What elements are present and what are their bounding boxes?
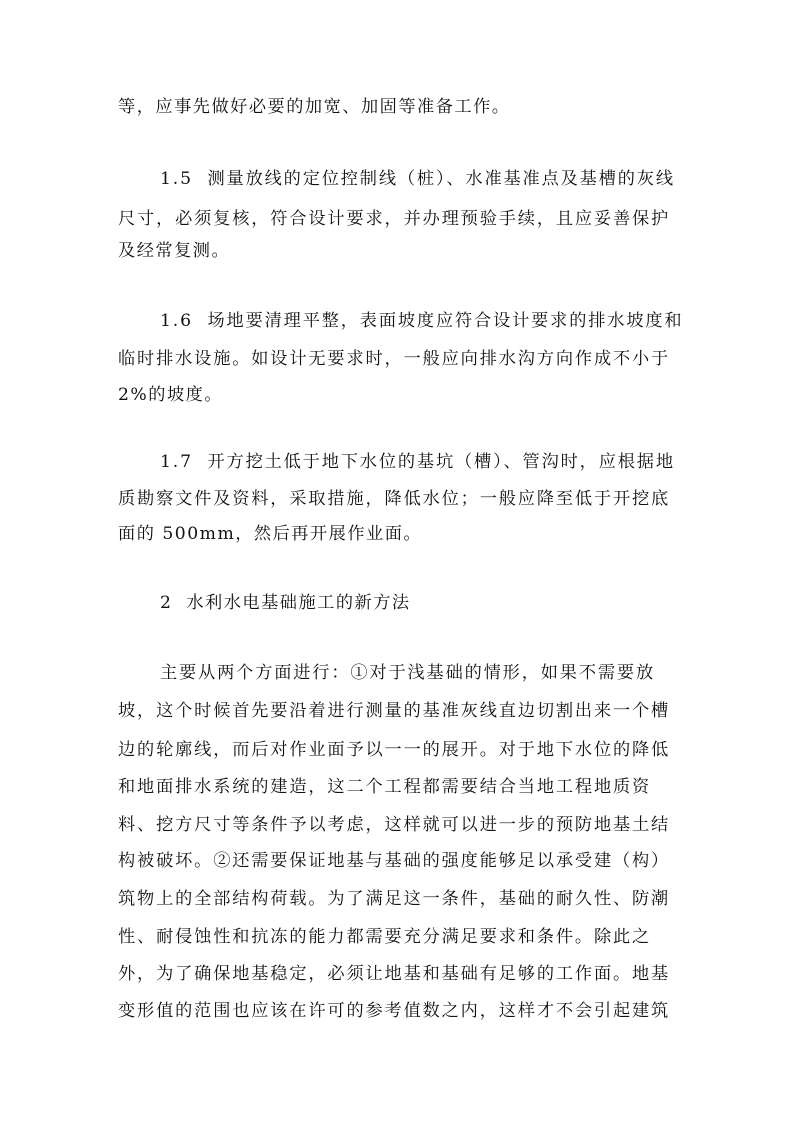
text-line: 坡，这个时候首先要沿着进行测量的基准灰线直边切割出来一个槽: [118, 701, 671, 721]
text-line: 1.5 测量放线的定位控制线（桩）、水准基准点及基槽的灰线: [160, 169, 675, 189]
text-line: 2%的坡度。: [118, 385, 224, 405]
section-heading: 2 水利水电基础施工的新方法: [160, 593, 411, 613]
text-line: 外，为了确保地基稳定，必须让地基和基础有足够的工作面。地基: [118, 964, 671, 984]
text-line: 和地面排水系统的建造，这二个工程都需要结合当地工程地质资: [118, 777, 652, 797]
text-line: 尺寸，必须复核，符合设计要求，并办理预验手续，且应妥善保护: [118, 209, 671, 229]
text-line: 1.6 场地要清理平整，表面坡度应符合设计要求的排水坡度和: [160, 311, 684, 331]
text-line: 料、挖方尺寸等条件予以考虑，这样就可以进一步的预防地基土结: [118, 815, 671, 835]
text-line: 质勘察文件及资料，采取措施，降低水位；一般应降至低于开挖底: [118, 489, 671, 509]
text-line: 面的 500mm，然后再开展作业面。: [118, 524, 423, 544]
text-line: 1.7 开方挖土低于地下水位的基坑（槽）、管沟时，应根据地: [160, 452, 675, 472]
text-line: 构被破坏。②还需要保证地基与基础的强度能够足以承受建（构）: [118, 851, 671, 871]
text-line: 筑物上的全部结构荷载。为了满足这一条件，基础的耐久性、防潮: [118, 889, 671, 909]
text-line: 变形值的范围也应该在许可的参考值数之内，这样才不会引起建筑: [118, 1001, 671, 1021]
text-line: 性、耐侵蚀性和抗冻的能力都需要充分满足要求和条件。除此之: [118, 927, 652, 947]
text-line: 等，应事先做好必要的加宽、加固等准备工作。: [118, 97, 511, 117]
text-line: 主要从两个方面进行：①对于浅基础的情形，如果不需要放: [160, 663, 655, 683]
text-line: 边的轮廓线，而后对作业面予以一一的展开。对于地下水位的降低: [118, 740, 671, 760]
text-line: 临时排水设施。如设计无要求时，一般应向排水沟方向作成不小于: [118, 349, 671, 369]
text-line: 及经常复测。: [118, 241, 231, 261]
